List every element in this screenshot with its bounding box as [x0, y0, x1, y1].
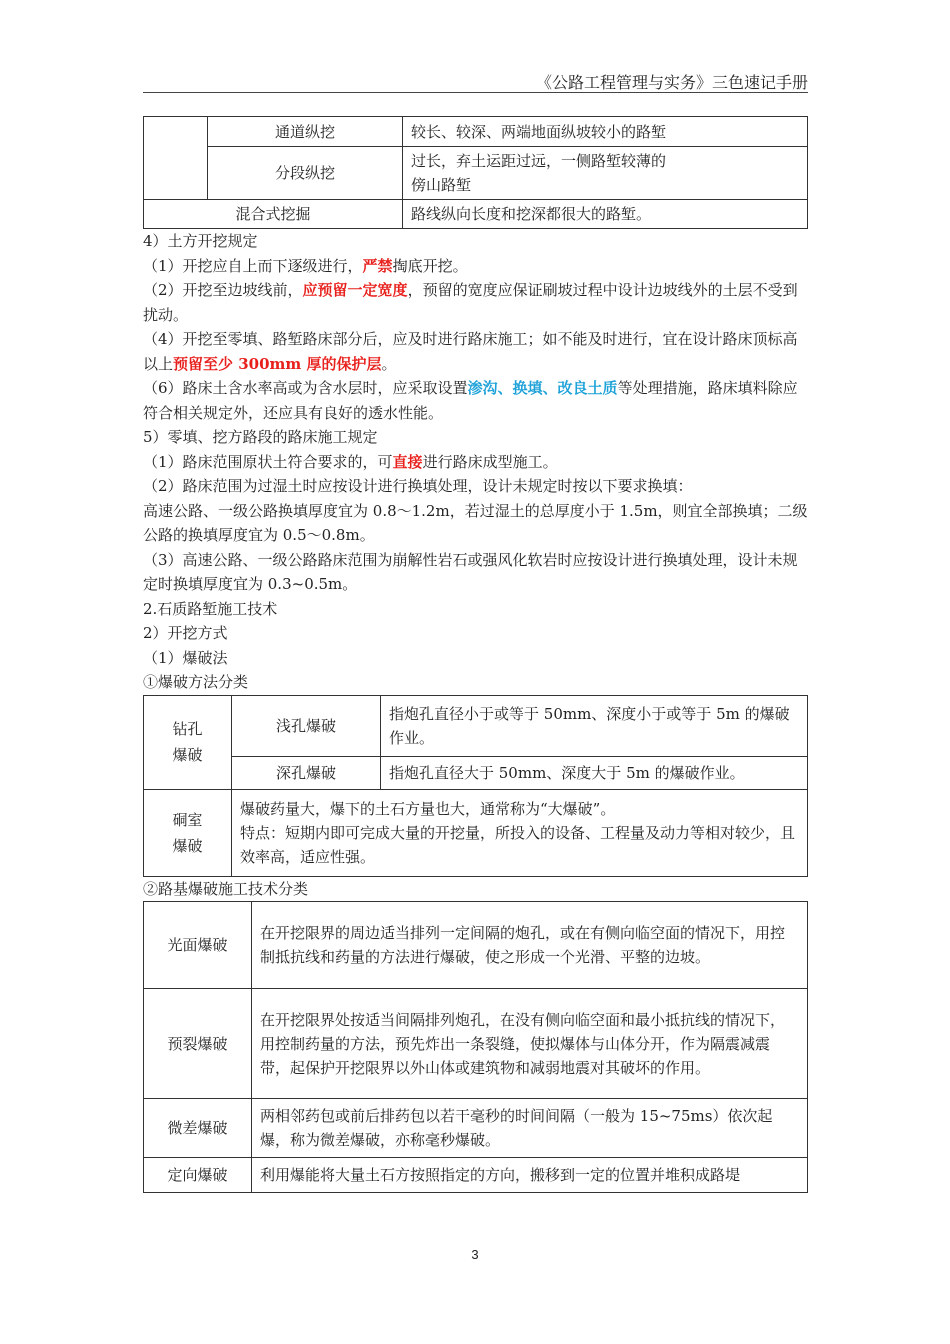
table-cell: 深孔爆破 [232, 756, 381, 789]
text: （2）开挖至边坡线前， [143, 281, 303, 299]
table-caption: ①爆破方法分类 [143, 673, 249, 691]
paragraph [143, 450, 808, 475]
cell-line: 过长，弃土运距过远，一侧路堑较薄的 [411, 152, 667, 170]
section-heading: 2.石质路堑施工技术 [143, 599, 278, 618]
table-row [144, 1158, 808, 1193]
table-row [144, 789, 808, 876]
table-cell [403, 147, 808, 200]
table-cell: 指炮孔直径小于或等于 50mm、深度小于或等于 5m 的爆破作业。 [381, 695, 808, 756]
text: 等处理措施，路床填料除应符合相关规定外，还应具有良好的透水性能。 [143, 379, 798, 422]
header-rule [143, 92, 808, 93]
paragraph: （3）高速公路、一级公路路床范围为崩解性岩石或强风化软岩时应按设计进行换填处理，设计未规定时换填厚度宜为 0.3~0.5m。 [143, 550, 798, 593]
paragraph: 高速公路、一级公路换填厚度宜为 0.8～1.2m，若过湿土的总厚度小于 1.5m，则宜全部换填；二级公路的换填厚度宜为 0.5～0.8m。 [143, 501, 808, 544]
table-cell: 在开挖限界处按适当间隔排列炮孔，在没有侧向临空面和最小抵抗线的情况下，用控制药量的方法，预先炸出一条裂缝，使拟爆体与山体分开，作为隔震减震带，起保护开挖限界以外山体或建筑物和减弱地震对其破坏的作用。 [252, 989, 808, 1099]
table-row [144, 902, 808, 989]
page-header: 《公路工程管理与实务》三色速记手册 [535, 73, 808, 92]
blasting-technique-table [143, 901, 808, 1193]
excavation-method-table [143, 116, 808, 229]
highlight-red: 直接 [392, 452, 423, 471]
paragraph: （2）路床范围为过湿土时应按设计进行换填处理，设计未规定时按以下要求换填： [143, 477, 693, 495]
table-cell: 两相邻药包或前后排药包以若干毫秒的时间间隔（一般为 15~75ms）依次起爆，称为微差爆破，亦称毫秒爆破。 [252, 1099, 808, 1158]
table-row [144, 117, 808, 147]
table-row [144, 695, 808, 756]
table-row [144, 989, 808, 1099]
highlight-red: 严禁 [362, 256, 393, 275]
table-row [144, 756, 808, 789]
highlight-red: 预留至少 300mm 厚的保护层 [173, 354, 382, 373]
table-cell: 预裂爆破 [144, 989, 252, 1099]
table-row [144, 1099, 808, 1158]
table-cell: 混合式挖掘 [144, 200, 403, 229]
blasting-method-table [143, 695, 808, 877]
chamber-label: 硐室爆破 [172, 810, 203, 855]
text: 。 [381, 354, 397, 373]
table-cell: 在开挖限界的周边适当排列一定间隔的炮孔，或在有侧向临空面的情况下，用控制抵抗线和药量的方法进行爆破，使之形成一个光滑、平整的边坡。 [252, 902, 808, 989]
table-caption: ②路基爆破施工技术分类 [143, 879, 309, 898]
table-row [144, 147, 808, 200]
paragraph [143, 327, 808, 376]
paragraph [143, 376, 808, 425]
text: ，预留的宽度应保证刷坡过程中设计边坡线外的土层不受到扰动。 [143, 281, 798, 324]
table-cell: 指炮孔直径大于 50mm、深度大于 5m 的爆破作业。 [381, 756, 808, 789]
table-cell: 定向爆破 [144, 1158, 252, 1193]
cell-line: 傍山路堑 [411, 176, 472, 194]
table-cell: 分段纵挖 [208, 147, 403, 200]
paragraph [143, 278, 808, 327]
table-cell: 浅孔爆破 [232, 695, 381, 756]
table-cell [144, 695, 232, 789]
subsection-heading: （1）爆破法 [143, 648, 228, 667]
table-cell: 利用爆能将大量土石方按照指定的方向，搬移到一定的位置并堆积成路堤 [252, 1158, 808, 1193]
table-cell: 微差爆破 [144, 1099, 252, 1158]
table-cell: 较长、较深、两端地面纵坡较小的路堑 [403, 117, 808, 147]
text: （4）开挖至零填、路堑路床部分后，应及时进行路床施工；如不能及时进行，宜在设计路床顶标高以上 [143, 330, 798, 373]
table-cell [144, 789, 232, 876]
table-cell [144, 117, 208, 200]
text: 掏底开挖。 [392, 256, 468, 275]
page-content [143, 116, 808, 1193]
table-cell [232, 789, 808, 876]
table-row [144, 200, 808, 229]
highlight-red: 应预留一定宽度 [302, 281, 408, 299]
table-cell: 通道纵挖 [208, 117, 403, 147]
text: 进行路床成型施工。 [422, 452, 558, 471]
drill-label: 钻孔爆破 [172, 720, 203, 764]
highlight-blue: 渗沟、换填、改良土质 [467, 379, 618, 397]
text: （1）开挖应自上而下逐级进行， [143, 256, 363, 275]
text: （1）路床范围原状土符合要求的，可 [143, 452, 393, 471]
section-heading: 5）零填、挖方路段的路床施工规定 [143, 428, 378, 446]
table-cell: 路线纵向长度和挖深都很大的路堑。 [403, 200, 808, 229]
table-cell: 光面爆破 [144, 902, 252, 989]
subsection-heading: 2）开挖方式 [143, 624, 228, 642]
paragraph [143, 254, 808, 279]
cell-line: 特点：短期内即可完成大量的开挖量，所投入的设备、工程量及动力等相对较少，且效率高，适应性强。 [240, 823, 796, 866]
text: （6）路床土含水率高或为含水层时，应采取设置 [143, 379, 468, 397]
cell-line: 爆破药量大，爆下的土石方量也大，通常称为“大爆破”。 [240, 799, 616, 818]
page-number: 3 [471, 1247, 479, 1262]
section-heading: 4）土方开挖规定 [143, 232, 258, 250]
